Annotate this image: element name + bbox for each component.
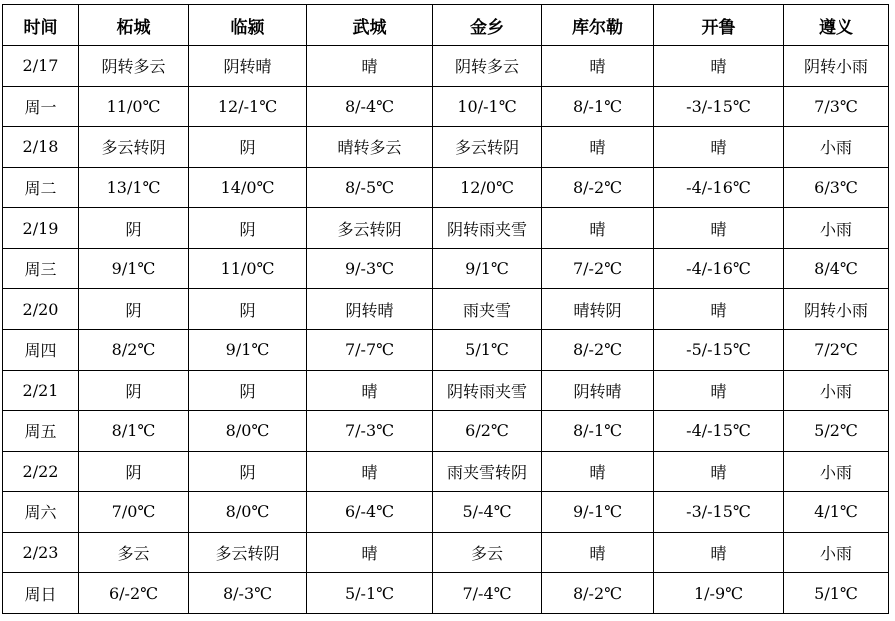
temperature-cell: 6/3℃ [784, 167, 889, 208]
header-city: 开鲁 [654, 5, 784, 46]
weather-cell: 阴转多云 [79, 46, 189, 87]
weather-cell: 晴 [654, 289, 784, 330]
temperature-row [3, 329, 889, 370]
weather-cell: 晴 [542, 46, 654, 87]
weather-cell: 阴 [189, 370, 307, 411]
date-cell: 2/17 [3, 46, 79, 87]
date-cell: 2/18 [3, 127, 79, 168]
temperature-cell: 7/-4℃ [433, 573, 542, 614]
temperature-cell: 8/1℃ [79, 411, 189, 452]
weather-cell: 晴 [542, 208, 654, 249]
header-city: 金乡 [433, 5, 542, 46]
weekday-cell: 周六 [3, 492, 79, 533]
temperature-cell: 11/0℃ [189, 248, 307, 289]
weather-cell: 小雨 [784, 208, 889, 249]
weather-cell: 小雨 [784, 451, 889, 492]
weather-cell: 阴转晴 [307, 289, 433, 330]
date-cell: 2/19 [3, 208, 79, 249]
weather-cell: 阴转多云 [433, 46, 542, 87]
weather-row [3, 370, 889, 411]
temperature-cell: 6/-2℃ [79, 573, 189, 614]
temperature-cell: -4/-16℃ [654, 248, 784, 289]
temperature-cell: 8/4℃ [784, 248, 889, 289]
weather-row [3, 127, 889, 168]
temperature-row [3, 411, 889, 452]
temperature-cell: 7/-3℃ [307, 411, 433, 452]
weather-cell: 晴转阴 [542, 289, 654, 330]
header-city: 遵义 [784, 5, 889, 46]
weather-cell: 晴 [654, 451, 784, 492]
weather-cell: 阴 [189, 451, 307, 492]
header-time: 时间 [3, 5, 79, 46]
temperature-cell: 9/1℃ [189, 329, 307, 370]
temperature-cell: 8/-2℃ [542, 573, 654, 614]
temperature-cell: 5/-1℃ [307, 573, 433, 614]
weekday-cell: 周四 [3, 329, 79, 370]
weather-cell: 多云 [433, 532, 542, 573]
weather-cell: 晴 [307, 532, 433, 573]
weather-cell: 晴 [654, 46, 784, 87]
weather-cell: 晴 [654, 208, 784, 249]
temperature-cell: 7/-2℃ [542, 248, 654, 289]
temperature-cell: 1/-9℃ [654, 573, 784, 614]
temperature-cell: 8/-2℃ [542, 329, 654, 370]
temperature-cell: 12/0℃ [433, 167, 542, 208]
weather-cell: 阴转小雨 [784, 289, 889, 330]
weather-row [3, 451, 889, 492]
weekday-cell: 周五 [3, 411, 79, 452]
header-city: 柘城 [79, 5, 189, 46]
temperature-cell: 5/2℃ [784, 411, 889, 452]
temperature-row [3, 248, 889, 289]
temperature-row [3, 573, 889, 614]
weather-cell: 阴 [189, 127, 307, 168]
weather-cell: 晴 [307, 370, 433, 411]
weather-cell: 多云转阴 [189, 532, 307, 573]
temperature-cell: 8/-1℃ [542, 411, 654, 452]
temperature-cell: 6/2℃ [433, 411, 542, 452]
temperature-cell: 5/1℃ [433, 329, 542, 370]
temperature-cell: -4/-16℃ [654, 167, 784, 208]
temperature-cell: 7/3℃ [784, 86, 889, 127]
weather-cell: 晴 [307, 46, 433, 87]
header-city: 库尔勒 [542, 5, 654, 46]
weather-cell: 多云转阴 [433, 127, 542, 168]
date-cell: 2/21 [3, 370, 79, 411]
temperature-cell: 8/-3℃ [189, 573, 307, 614]
weather-cell: 晴 [654, 532, 784, 573]
temperature-cell: 7/-7℃ [307, 329, 433, 370]
temperature-cell: 4/1℃ [784, 492, 889, 533]
temperature-cell: 8/-4℃ [307, 86, 433, 127]
weather-cell: 多云转阴 [79, 127, 189, 168]
temperature-cell: 8/-2℃ [542, 167, 654, 208]
weather-cell: 阴 [79, 289, 189, 330]
weather-cell: 阴转晴 [542, 370, 654, 411]
table-header [3, 5, 889, 46]
temperature-cell: 8/-1℃ [542, 86, 654, 127]
temperature-cell: -3/-15℃ [654, 86, 784, 127]
temperature-cell: 8/2℃ [79, 329, 189, 370]
weather-row [3, 208, 889, 249]
weather-cell: 小雨 [784, 370, 889, 411]
weather-cell: 阴 [79, 370, 189, 411]
temperature-cell: 5/1℃ [784, 573, 889, 614]
temperature-row [3, 492, 889, 533]
temperature-cell: 8/-5℃ [307, 167, 433, 208]
temperature-row [3, 86, 889, 127]
temperature-cell: -4/-15℃ [654, 411, 784, 452]
date-cell: 2/22 [3, 451, 79, 492]
weather-cell: 阴转小雨 [784, 46, 889, 87]
table-body [3, 46, 889, 614]
temperature-cell: 11/0℃ [79, 86, 189, 127]
temperature-cell: 13/1℃ [79, 167, 189, 208]
weekday-cell: 周二 [3, 167, 79, 208]
temperature-cell: 9/1℃ [79, 248, 189, 289]
temperature-cell: 7/0℃ [79, 492, 189, 533]
weather-cell: 小雨 [784, 532, 889, 573]
weather-cell: 晴转多云 [307, 127, 433, 168]
temperature-cell: 7/2℃ [784, 329, 889, 370]
temperature-cell: 6/-4℃ [307, 492, 433, 533]
header-city: 临颍 [189, 5, 307, 46]
weather-cell: 晴 [542, 451, 654, 492]
header-city: 武城 [307, 5, 433, 46]
weather-cell: 晴 [307, 451, 433, 492]
temperature-row [3, 167, 889, 208]
weather-cell: 多云 [79, 532, 189, 573]
temperature-cell: 8/0℃ [189, 411, 307, 452]
temperature-cell: 5/-4℃ [433, 492, 542, 533]
weather-cell: 晴 [542, 127, 654, 168]
temperature-cell: 12/-1℃ [189, 86, 307, 127]
temperature-cell: 14/0℃ [189, 167, 307, 208]
weather-cell: 小雨 [784, 127, 889, 168]
temperature-cell: 8/0℃ [189, 492, 307, 533]
weather-cell: 阴 [189, 289, 307, 330]
header-row [3, 5, 889, 46]
weather-cell: 晴 [654, 127, 784, 168]
date-cell: 2/20 [3, 289, 79, 330]
temperature-cell: 10/-1℃ [433, 86, 542, 127]
weather-cell: 阴 [79, 451, 189, 492]
weather-cell: 阴转晴 [189, 46, 307, 87]
weather-row [3, 289, 889, 330]
weather-cell: 晴 [542, 532, 654, 573]
weather-cell: 雨夹雪 [433, 289, 542, 330]
weather-cell: 阴 [79, 208, 189, 249]
weekday-cell: 周日 [3, 573, 79, 614]
weather-cell: 阴转雨夹雪 [433, 370, 542, 411]
weather-row [3, 532, 889, 573]
weather-cell: 阴 [189, 208, 307, 249]
date-cell: 2/23 [3, 532, 79, 573]
weather-cell: 多云转阴 [307, 208, 433, 249]
temperature-cell: -5/-15℃ [654, 329, 784, 370]
temperature-cell: 9/-3℃ [307, 248, 433, 289]
weather-row [3, 46, 889, 87]
weekday-cell: 周一 [3, 86, 79, 127]
weather-forecast-table [2, 4, 889, 614]
weather-cell: 晴 [654, 370, 784, 411]
temperature-cell: 9/1℃ [433, 248, 542, 289]
weather-cell: 阴转雨夹雪 [433, 208, 542, 249]
weather-cell: 雨夹雪转阴 [433, 451, 542, 492]
weekday-cell: 周三 [3, 248, 79, 289]
temperature-cell: -3/-15℃ [654, 492, 784, 533]
temperature-cell: 9/-1℃ [542, 492, 654, 533]
